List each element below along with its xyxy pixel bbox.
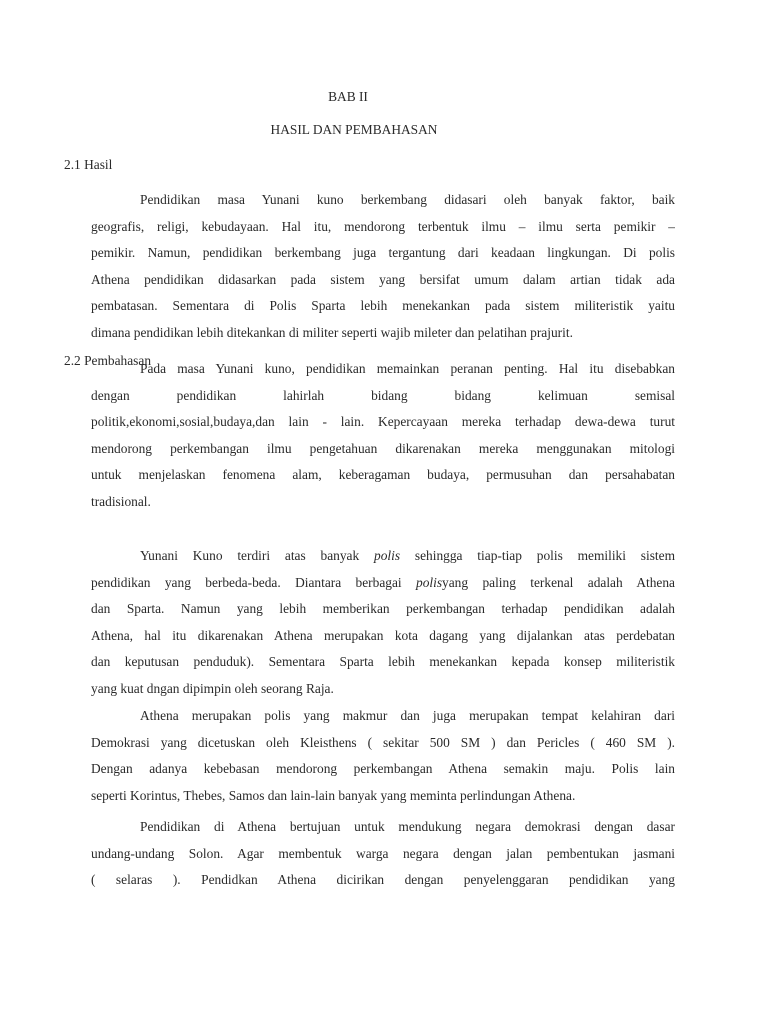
paragraph	[91, 356, 675, 516]
paragraph-line: ( selaras ). Pendidkan Athena dicirikan dengan penyelenggaran pendidikan yang	[91, 872, 675, 888]
paragraph-line: Athena, hal itu dikarenakan Athena merupakan kota dagang yang dijalankan atas perdebatan	[91, 627, 675, 643]
paragraph-line: geografis, religi, kebudayaan. Hal itu, mendorong terbentuk ilmu – ilmu serta pemikir –	[91, 218, 675, 234]
paragraph-line: pembatasan. Sementara di Polis Sparta lebih menekankan pada sistem militeristik yaitu	[91, 298, 675, 314]
italic-term: polis	[416, 574, 443, 590]
paragraph-line: tradisional.	[91, 493, 151, 509]
paragraph-line: pemikir. Namun, pendidikan berkembang juga tergantung dari keadaan lingkungan. Di polis	[91, 245, 675, 261]
section-heading-hasil: 2.1 Hasil	[64, 157, 113, 172]
paragraph-line: dengan pendidikan lahirlah bidang bidang kelimuan semisal	[91, 387, 675, 403]
paragraph	[91, 187, 675, 347]
paragraph-line: Pendidikan masa Yunani kuno berkembang didasari oleh banyak faktor, baik	[140, 192, 675, 207]
paragraph-line: Dengan adanya kebebasan mendorong perkembangan Athena semakin maju. Polis lain	[91, 761, 675, 777]
paragraph-line: Demokrasi yang dicetuskan oleh Kleisthens ( sekitar 500 SM ) dan Pericles ( 460 SM ).	[91, 734, 675, 750]
italic-term: polis	[374, 548, 401, 563]
chapter-label: BAB II	[328, 89, 368, 104]
paragraph-line: dan keputusan penduduk). Sementara Sparta lebih menekankan kepada konsep militeristik	[91, 654, 675, 670]
paragraph-line: untuk menjelaskan fenomena alam, keberagaman budaya, permusuhan dan persahabatan	[91, 467, 675, 483]
paragraph-line: undang-undang Solon. Agar membentuk warga negara dengan jalan pembentukan jasmani	[91, 845, 675, 861]
paragraph-line: yang kuat dngan dipimpin oleh seorang Raja.	[91, 680, 334, 696]
paragraph-line: seperti Korintus, Thebes, Samos dan lain-lain banyak yang meminta perlindungan Athena.	[91, 787, 576, 803]
paragraph-line: Athena pendidikan didasarkan pada sistem yang bersifat umum dalam artian tidak ada	[91, 271, 675, 287]
paragraph-line: politik,ekonomi,sosial,budaya,dan lain - lain. Kepercayaan mereka terhadap dewa-dewa turut	[91, 414, 675, 430]
paragraph-line: Athena merupakan polis yang makmur dan juga merupakan tempat kelahiran dari	[140, 708, 675, 723]
section-heading-pembahasan: 2.2 Pembahasan	[64, 353, 152, 368]
paragraph-line: Yunani Kuno terdiri atas banyak polis sehingga tiap-tiap polis memiliki sistem	[140, 548, 675, 563]
paragraph-line: pendidikan yang berbeda-beda. Diantara berbagai polisyang paling terkenal adalah Athena	[91, 574, 675, 590]
paragraph-line: Pada masa Yunani kuno, pendidikan memainkan peranan penting. Hal itu disebabkan	[140, 361, 675, 376]
paragraph	[91, 543, 675, 703]
paragraph-line: Pendidikan di Athena bertujuan untuk mendukung negara demokrasi dengan dasar	[140, 819, 675, 834]
paragraph-line: mendorong perkembangan ilmu pengetahuan dikarenakan mereka menggunakan mitologi	[91, 440, 675, 456]
paragraph-line: dan Sparta. Namun yang lebih memberikan perkembangan terhadap pendidikan adalah	[91, 601, 675, 617]
paragraph	[91, 814, 675, 894]
chapter-title: HASIL DAN PEMBAHASAN	[270, 122, 438, 137]
paragraph	[91, 703, 675, 809]
paragraph-line: dimana pendidikan lebih ditekankan di militer seperti wajib mileter dan pelatihan prajurit.	[91, 324, 573, 340]
